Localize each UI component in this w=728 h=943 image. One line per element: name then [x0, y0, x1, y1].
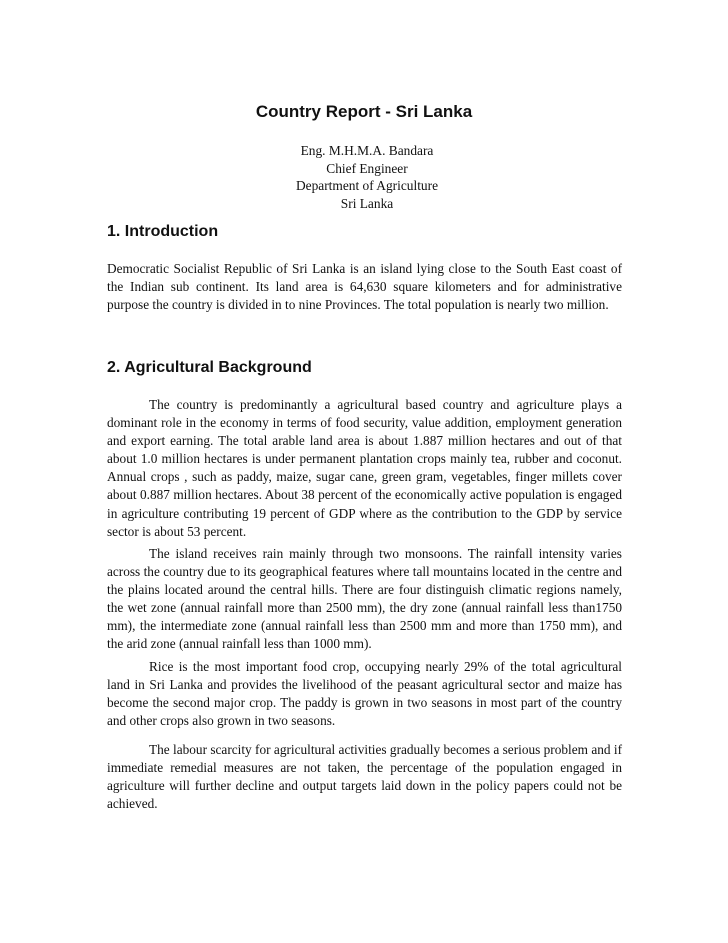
- paragraph-introduction: Democratic Socialist Republic of Sri Lanka is an island lying close to the South East coast of the Indian sub continent. Its land area is 64,630 square kilometers and for administrative purpose the country is divided in to nine Provinces. The total population is nearly two million.: [107, 261, 622, 313]
- section-heading-agricultural-background: 2. Agricultural Background: [107, 359, 312, 376]
- paragraph-labour-scarcity: The labour scarcity for agricultural activities gradually becomes a serious problem and if immediate remedial measures are not taken, the percentage of the population engaged in agriculture will further decline and output targets laid down in the policy papers could not be achieved.: [107, 742, 622, 812]
- author-country: Sri Lanka: [340, 195, 394, 211]
- author-block: [0, 142, 728, 212]
- paragraph-agriculture-economy: The country is predominantly a agricultural based country and agriculture plays a dominant role in the economy in terms of food security, value addition, employment generation and export earning. The total arable land area is about 1.887 million hectares and out of that about 1.0 million hectares is under permanent plantation crops mainly tea, rubber and coconut. Annual crops , such as paddy, maize, sugar cane, green gram, vegetables, finger millets cover about 0.887 million hectares. About 38 percent of the economically active population is engaged in agriculture contributing 19 percent of GDP where as the contribution to the GDP by service sector is about 53 percent.: [107, 397, 622, 539]
- author-name: Eng. M.H.M.A. Bandara: [300, 143, 434, 158]
- document-title: Country Report - Sri Lanka: [255, 102, 473, 121]
- paragraph-rainfall-climate: The island receives rain mainly through two monsoons. The rainfall intensity varies across the country due to its geographical features where tall mountains located in the centre and the plains located around the central hills. There are four distinguish climatic regions namely, the wet zone (annual rainfall more than 2500 mm), the dry zone (annual rainfall less than1750 mm), the intermediate zone (annual rainfall less than 2500 mm and more than 1750 mm), and the arid zone (annual rainfall less than 1000 mm).: [107, 546, 622, 652]
- author-department: Department of Agriculture: [295, 178, 439, 193]
- author-position: Chief Engineer: [326, 160, 408, 176]
- paragraph-rice-crop: Rice is the most important food crop, occupying nearly 29% of the total agricultural land in Sri Lanka and provides the livelihood of the peasant agricultural sector and maize has become the second major crop. The paddy is grown in two seasons in most part of the country and other crops also grown in two seasons.: [107, 659, 622, 729]
- section-heading-introduction: 1. Introduction: [107, 223, 219, 240]
